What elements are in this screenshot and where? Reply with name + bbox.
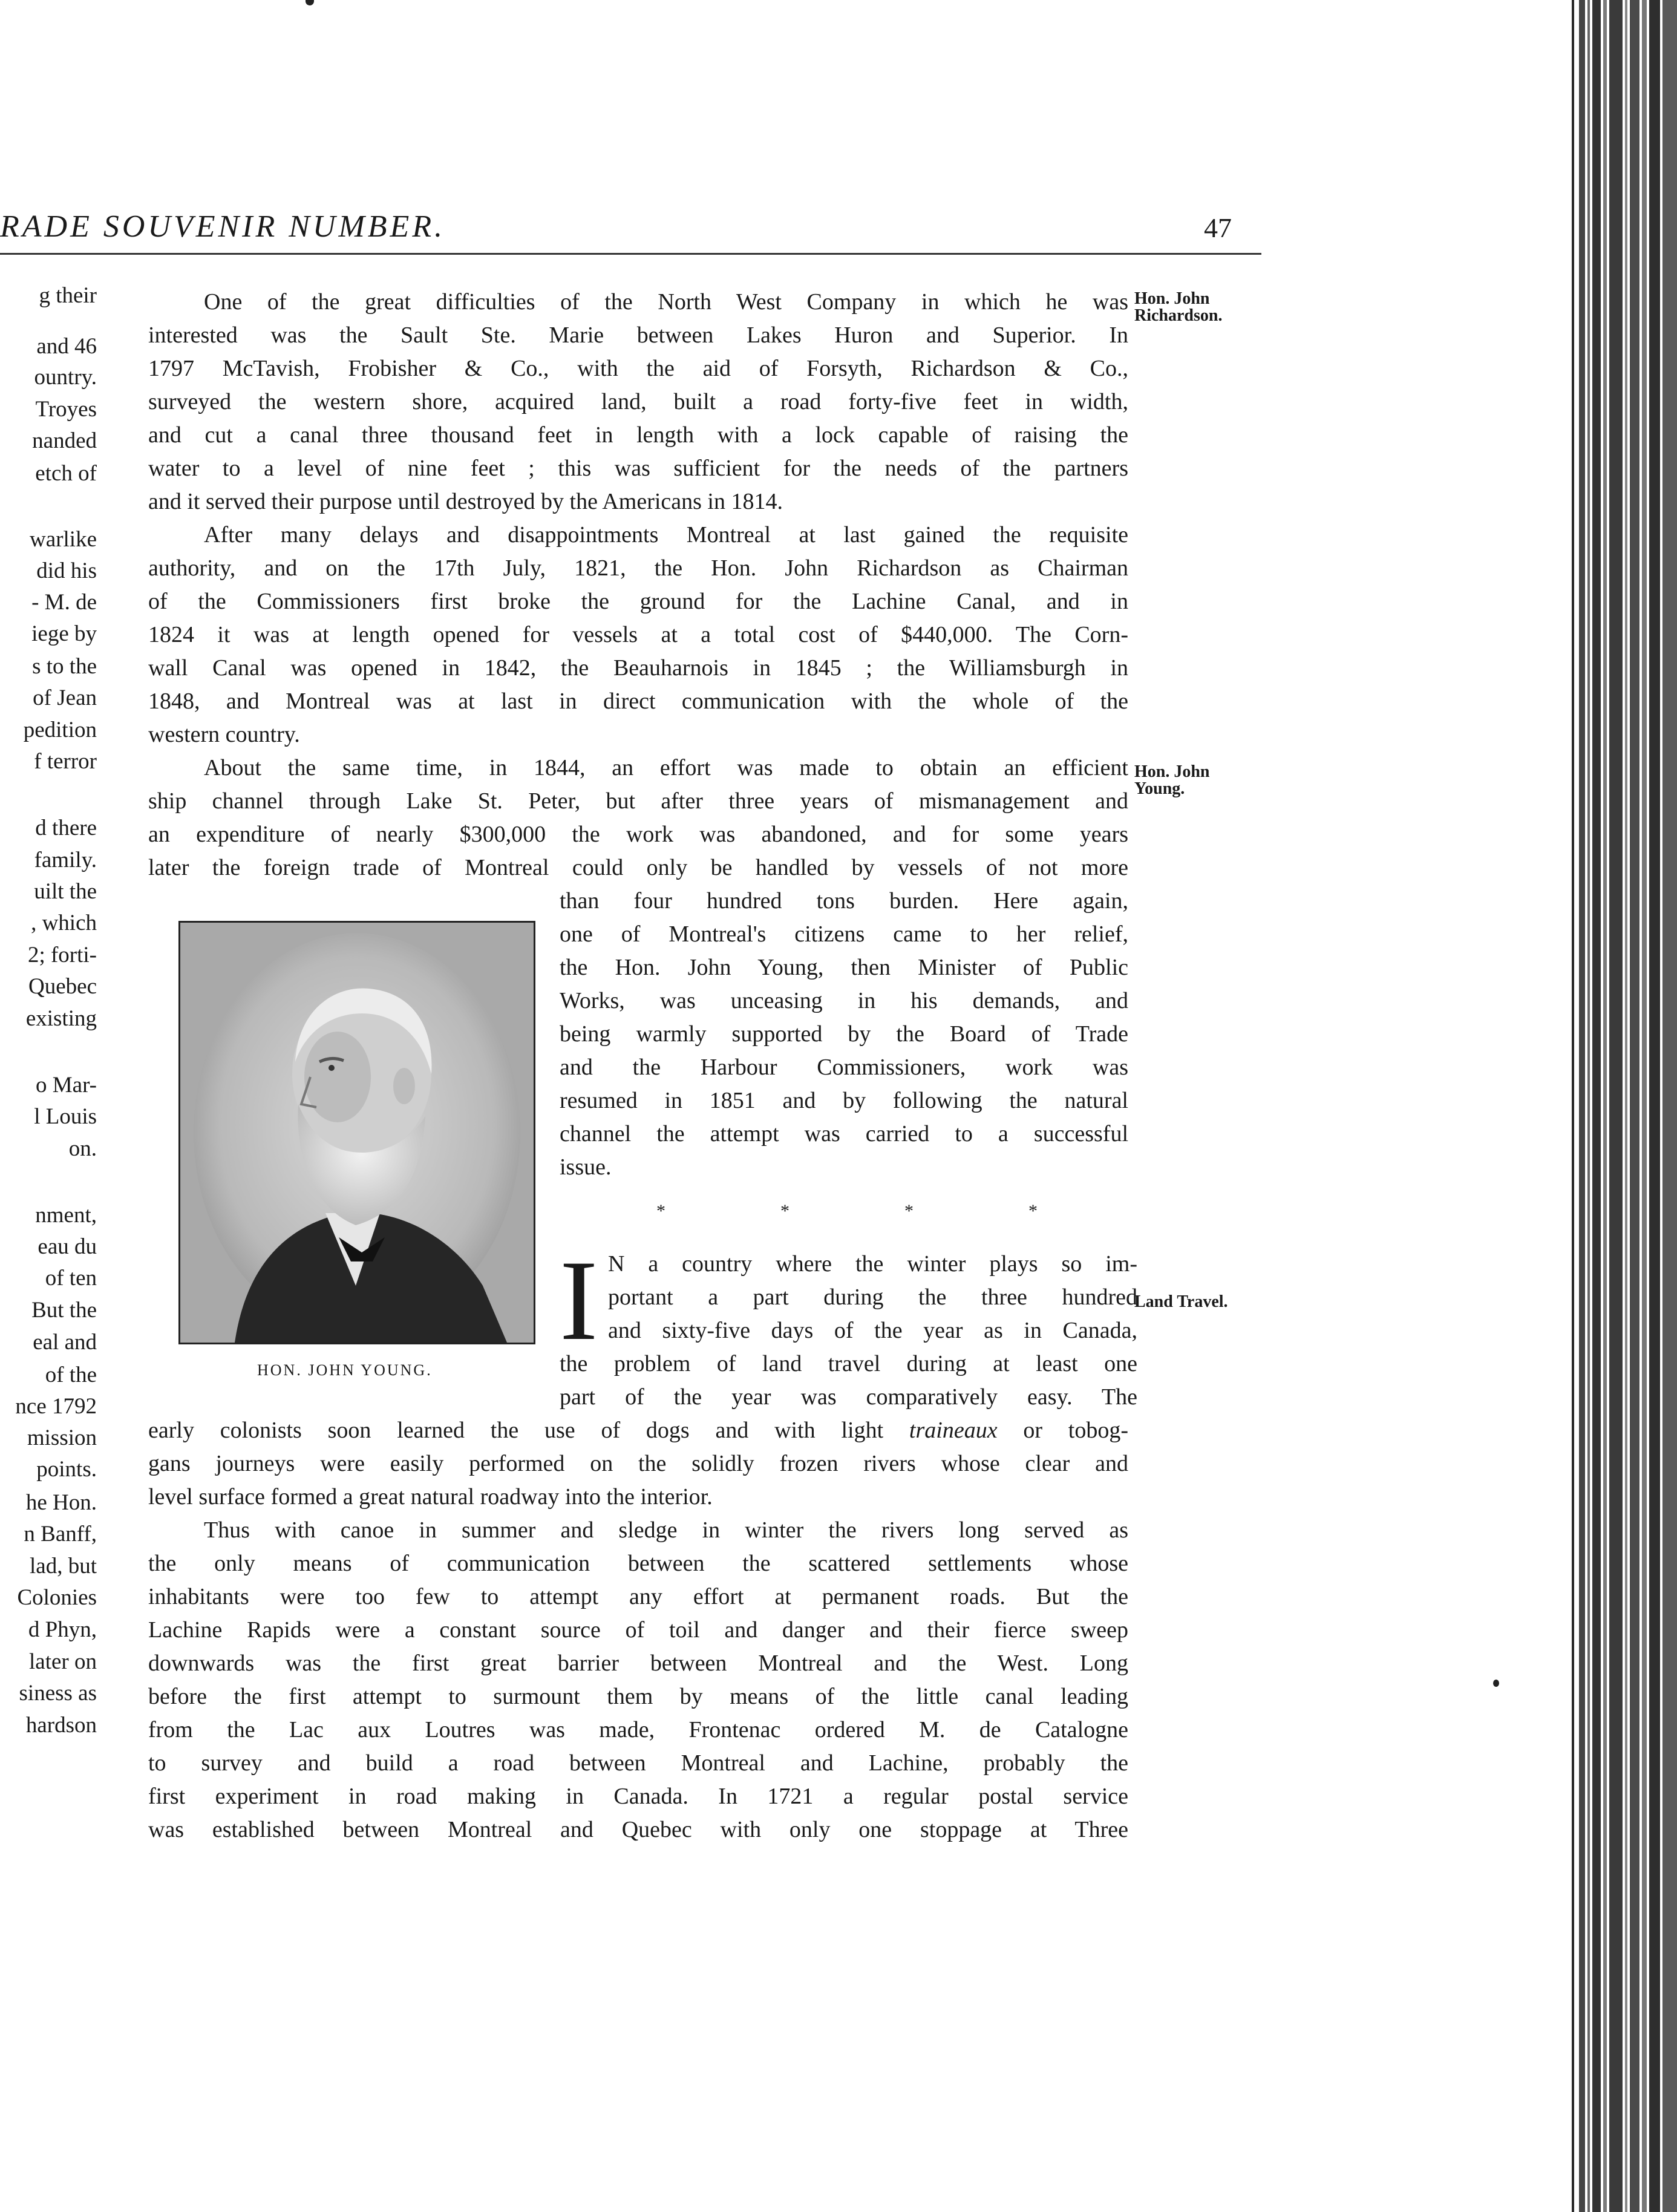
left-column-line: lad, but [30,1554,97,1579]
left-column-line: of the [45,1363,97,1387]
paragraph-lachine-canal [148,519,1128,751]
section-asterisk: * [904,1201,914,1221]
left-column-line: o Mar- [36,1073,97,1098]
margin-note-line: Hon. John [1134,762,1210,781]
text-line: the Hon. John Young, then Minister of Public [560,955,1128,980]
text-line: channel the attempt was carried to a successful [560,1121,1128,1147]
text-line: inhabitants were too few to attempt any effort at permanent roads. But the [148,1584,1128,1609]
margin-note-line: Hon. John [1134,289,1210,308]
paragraph-sault-canal [148,286,1128,519]
left-column-line: nment, [35,1203,97,1228]
paragraph-ship-channel-continued [560,885,1128,1184]
paragraph-land-travel-opening [608,1248,1137,1347]
left-column-line: he Hon. [25,1490,97,1515]
left-column-line: d there [35,816,97,840]
left-column-line: later on [29,1649,97,1674]
text-line: later the foreign trade of Montreal could only be handled by vessels of not more [148,855,1128,880]
left-column-line: eau du [38,1234,97,1259]
section-asterisk: * [1028,1201,1038,1221]
text-line: was established between Montreal and Quebec with only one stoppage at Three [148,1817,1128,1842]
text-line: surveyed the western shore, acquired land, built a road forty-five feet in width, [148,389,1128,414]
text-line: before the first attempt to surmount them by means of the little canal leading [148,1684,1128,1709]
left-column-line: n Banff, [24,1522,97,1546]
text-line: resumed in 1851 and by following the natural [560,1088,1128,1113]
paragraph-ship-channel [148,751,1128,885]
book-page-edges [1561,0,1677,2212]
left-column-line: of ten [45,1266,97,1291]
text-line: 1797 McTavish, Frobisher & Co., with the aid of Forsyth, Richardson & Co., [148,356,1128,381]
text-line: an expenditure of nearly $300,000 the work was abandoned, and for some years [148,822,1128,847]
text-fragment: or tobog- [997,1418,1128,1443]
margin-note-line: Richardson. [1134,306,1223,325]
text-line: and cut a canal three thousand feet in length with a lock capable of raising the [148,422,1128,448]
text-line: and the Harbour Commissioners, work was [560,1055,1128,1080]
text-line: wall Canal was opened in 1842, the Beauharnois in 1845 ; the Williamsburgh in [148,655,1128,681]
left-column-line: g their [39,283,97,308]
text-line: and sixty-five days of the year as in Canada, [608,1318,1137,1343]
left-column-line: etch of [35,461,97,486]
left-column-line: 2; forti- [27,943,97,967]
left-column-line: of Jean [33,686,97,710]
text-line: 1848, and Montreal was at last in direct communication with the whole of the [148,689,1128,714]
left-column-line: f terror [34,749,97,774]
text-line: gans journeys were easily performed on the solidly frozen rivers whose clear and [148,1451,1128,1476]
left-column-line: points. [36,1457,97,1482]
drop-cap: I [560,1237,598,1364]
paragraph-land-travel-full [148,1414,1128,1514]
left-column-line: iege by [31,621,97,646]
left-column-line: on. [68,1136,97,1161]
text-line: first experiment in road making in Canada. In 1721 a regular postal service [148,1784,1128,1809]
text-line: the problem of land travel during at least one [560,1351,1137,1376]
text-line: interested was the Sault Ste. Marie between Lakes Huron and Superior. In [148,322,1128,348]
page-number: 47 [1204,212,1232,243]
text-line: ship channel through Lake St. Peter, but after three years of mismanagement and [148,788,1128,814]
text-line: water to a level of nine feet ; this was sufficient for the needs of the partners [148,456,1128,481]
text-line: western country. [148,722,300,747]
margin-note-richardson [1134,290,1222,324]
portrait-john-young [178,921,535,1344]
text-line: from the Lac aux Loutres was made, Frontenac ordered M. de Catalogne [148,1717,1128,1742]
text-line: authority, and on the 17th July, 1821, the Hon. John Richardson as Chairman [148,555,1128,581]
text-fragment: early colonists soon learned the use of dogs and with light [148,1418,909,1443]
text-line: of the Commissioners first broke the ground for the Lachine Canal, and in [148,589,1128,614]
text-line: level surface formed a great natural roadway into the interior. [148,1484,713,1510]
left-column-line: d Phyn, [28,1617,97,1642]
left-column-line: s to the [32,654,97,679]
margin-note-line: Young. [1134,779,1185,798]
left-column-line: and 46 [36,334,97,359]
portrait-caption: HON. JOHN YOUNG. [257,1361,433,1379]
running-head: RADE SOUVENIR NUMBER. [0,209,446,244]
left-column-line: Quebec [28,974,97,999]
text-line: part of the year was comparatively easy. The [560,1384,1137,1410]
italic-word: traineaux [909,1418,998,1443]
left-column-line: siness as [19,1681,97,1706]
text-line: Lachine Rapids were a constant source of toil and danger and their fierce sweep [148,1617,1128,1643]
text-line: than four hundred tons burden. Here again, [560,888,1128,914]
header-rule [0,253,1261,255]
left-column-line: ountry. [34,365,97,390]
left-column-line: nanded [32,428,97,453]
left-column-line: family. [34,848,97,872]
text-line: N a country where the winter plays so im- [608,1251,1137,1277]
left-column-line: did his [36,558,97,583]
left-column-line: eal and [33,1330,97,1355]
text-line: Works, was unceasing in his demands, and [560,988,1128,1013]
text-line: portant a part during the three hundred [608,1284,1137,1310]
left-column-line: uilt the [34,879,97,904]
section-asterisk: * [656,1201,665,1221]
left-column-line: Colonies [17,1585,97,1610]
paragraph-land-travel-continued [560,1347,1137,1414]
left-column-line: l Louis [34,1104,97,1129]
margin-note-line: Land Travel. [1134,1292,1228,1311]
left-column-line: , which [31,911,97,935]
left-column-line: pedition [23,718,97,742]
text-line: downwards was the first great barrier between Montreal and the West. Long [148,1651,1128,1676]
text-line: to survey and build a road between Montreal and Lachine, probably the [148,1750,1128,1776]
left-column-line: existing [25,1006,97,1031]
left-column-line: But the [31,1298,97,1323]
text-line: and it served their purpose until destroyed by the Americans in 1814. [148,489,783,514]
ink-speck [1493,1680,1499,1687]
text-line: one of Montreal's citizens came to her relief, [560,921,1128,947]
left-column-line: Troyes [35,397,97,422]
text-line: Thus with canoe in summer and sledge in winter the rivers long served as [204,1517,1128,1543]
section-asterisk: * [780,1201,789,1221]
margin-note-land-travel [1134,1294,1228,1311]
text-line: About the same time, in 1844, an effort was made to obtain an efficient [204,755,1128,780]
text-line: After many delays and disappointments Montreal at last gained the requisite [204,522,1128,548]
text-line [148,1414,1128,1447]
left-column-line: - M. de [31,590,97,615]
text-line: 1824 it was at length opened for vessels at a total cost of $440,000. The Corn- [148,622,1128,647]
text-line: issue. [560,1154,612,1180]
text-line: being warmly supported by the Board of Trade [560,1021,1128,1047]
ink-speck [306,0,314,5]
text-line: the only means of communication between the scattered settlements whose [148,1551,1128,1576]
left-column-line: mission [27,1425,97,1450]
left-column-line: hardson [25,1713,97,1738]
text-line: One of the great difficulties of the North West Company in which he was [204,289,1128,315]
left-column-line: warlike [30,527,97,552]
left-column-line: nce 1792 [15,1394,97,1419]
portrait-engraving [180,923,534,1343]
paragraph-canoe-sledge [148,1514,1128,1847]
margin-note-young [1134,764,1210,797]
